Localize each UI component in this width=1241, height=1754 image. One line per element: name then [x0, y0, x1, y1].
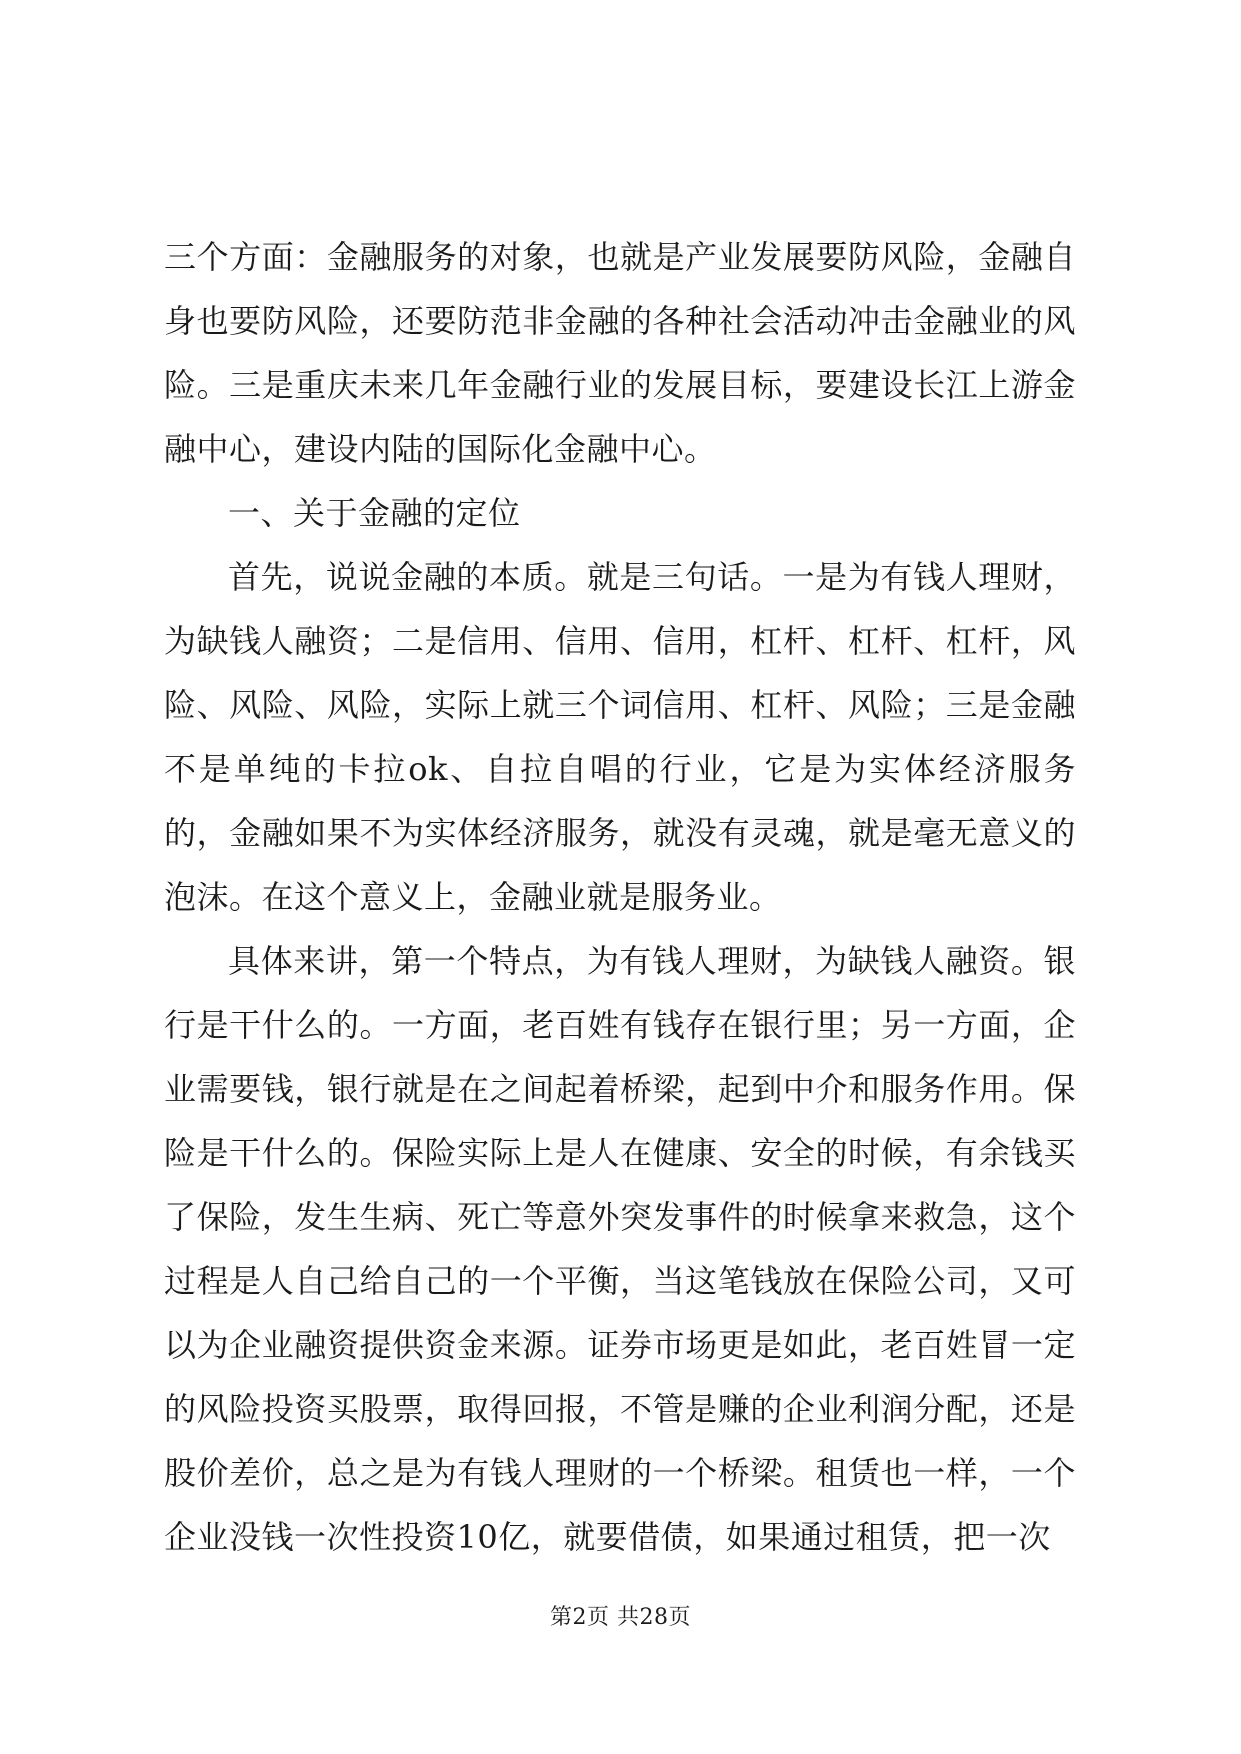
- body-paragraph-3: 具体来讲，第一个特点，为有钱人理财，为缺钱人融资。银行是干什么的。一方面，老百姓有钱存在银行里；另一方面，企业需要钱，银行就是在之间起着桥梁，起到中介和服务作用。保险是干什么的。保险实际上是人在健康、安全的时候，有余钱买了保险，发生生病、死亡等意外突发事件的时候拿来救急，这个过程是人自己给自己的一个平衡，当这笔钱放在保险公司，又可以为企业融资提供资金来源。证券市场更是如此，老百姓冒一定的风险投资买股票，取得回报，不管是赚的企业利润分配，还是股价差价，总之是为有钱人理财的一个桥梁。租赁也一样，一个企业没钱一次性投资10亿，就要借债，如果通过租赁，把一次: [164, 942, 1076, 1556]
- page-footer: 第2页 共28页: [550, 1605, 691, 1630]
- body-paragraph-1: 三个方面：金融服务的对象，也就是产业发展要防风险，金融自身也要防风险，还要防范非金融的各种社会活动冲击金融业的风险。三是重庆未来几年金融行业的发展目标，要建设长江上游金融中心，建设内陆的国际化金融中心。: [164, 238, 1076, 468]
- section-heading: 一、关于金融的定位: [228, 494, 521, 532]
- body-paragraph-2: 首先，说说金融的本质。就是三句话。一是为有钱人理财，为缺钱人融资；二是信用、信用、信用，杠杆、杠杆、杠杆，风险、风险、风险，实际上就三个词信用、杠杆、风险；三是金融不是单纯的卡拉ok、自拉自唱的行业，它是为实体经济服务的，金融如果不为实体经济服务，就没有灵魂，就是毫无意义的泡沫。在这个意义上，金融业就是服务业。: [164, 558, 1076, 916]
- document-body: [164, 225, 1076, 1569]
